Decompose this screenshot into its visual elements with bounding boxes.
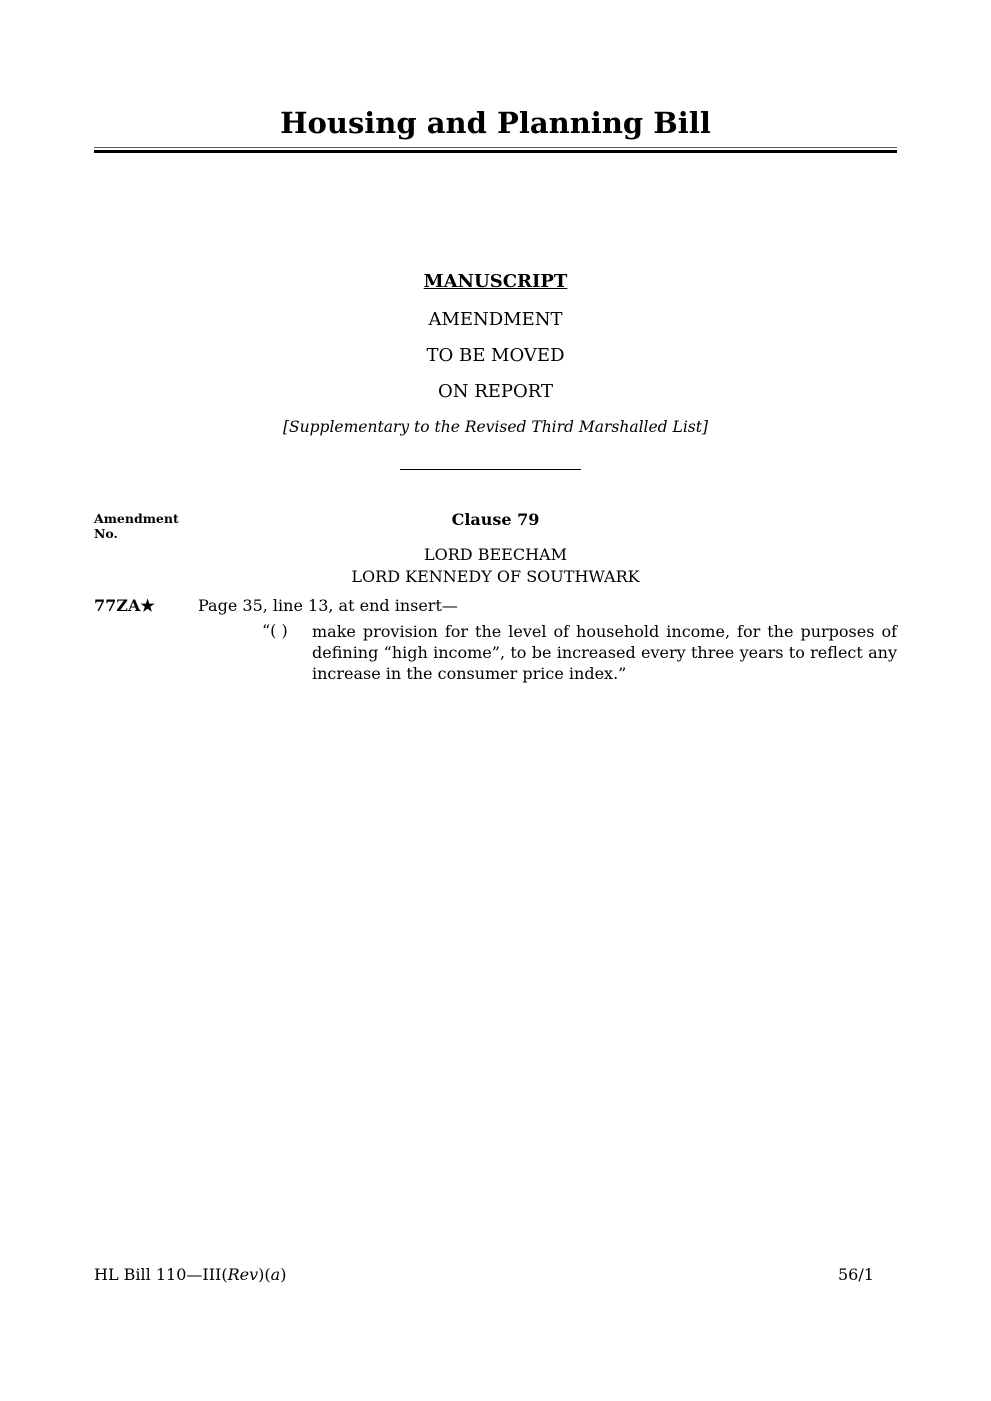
heading-line-to-be-moved: TO BE MOVED [426,345,565,366]
bill-ref-part: ) [280,1265,287,1284]
amendment-text: make provision for the level of household income, for the purposes of defining “high income”, to be increased every three years to reflect any increase in the consumer price index.” [312,622,897,683]
clause-heading: Clause 79 [451,510,540,529]
amendment-number-label: Amendment No. [94,511,179,541]
heading-line-amendment: AMENDMENT [428,309,563,330]
supplementary-note: [Supplementary to the Revised Third Marshalled List] [282,418,709,436]
amendment-instruction: Page 35, line 13, at end insert— [198,596,458,615]
amendment-number: 77ZA★ [94,596,155,615]
bill-ref-part: HL Bill 110—III( [94,1265,228,1284]
mover-name: LORD KENNEDY OF SOUTHWARK [351,567,640,586]
page-number: 56/1 [838,1265,874,1284]
separator-rule [400,469,581,470]
bill-ref-part: )( [258,1265,271,1284]
bill-ref-part: a [270,1265,281,1284]
manuscript-heading: MANUSCRIPT [423,271,568,292]
title-rule-thin [94,147,897,148]
heading-line-on-report: ON REPORT [437,381,554,402]
paragraph-marker: “( ) [262,621,288,640]
bill-reference [94,1265,286,1284]
document-title: Housing and Planning Bill [280,106,711,140]
mover-name: LORD BEECHAM [424,545,567,564]
bill-ref-part: Rev [227,1265,259,1284]
title-rule-thick [94,150,897,153]
